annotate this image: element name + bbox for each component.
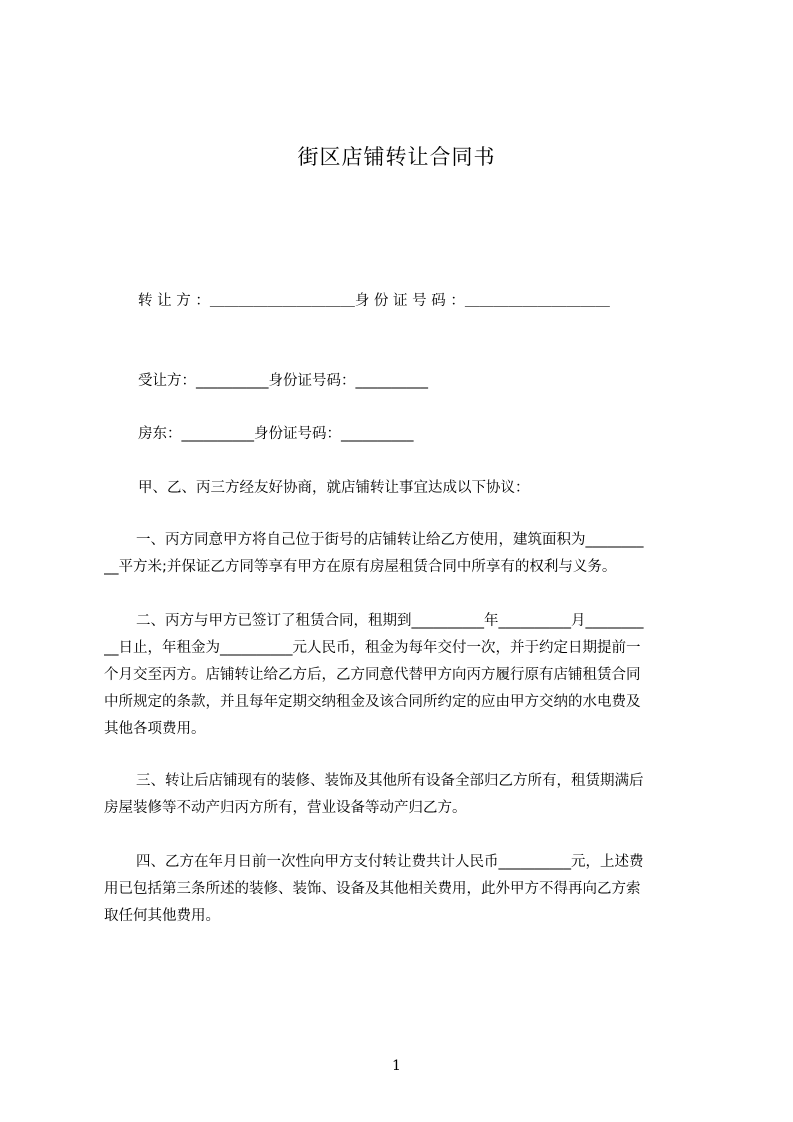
clause-3-line: 三、转让后店铺现有的装修、装饰及其他所有设备全部归乙方所有，租赁期满后 bbox=[136, 773, 644, 789]
clause-2-line: 中所规定的条款，并且每年定期交纳租金及该合同所约定的应由甲方交纳的水电费及 bbox=[104, 694, 641, 710]
clause-1-line: __平方米;并保证乙方同等享有甲方在原有房屋租赁合同中所享有的权利与义务。 bbox=[104, 559, 617, 575]
transferor-line: 转 让 方 ：＿＿＿＿＿＿＿＿＿＿身 份 证 号 码 ：＿＿＿＿＿＿＿＿＿＿ bbox=[138, 293, 610, 309]
clause-4-line: 取任何其他费用。 bbox=[104, 908, 220, 924]
intro-paragraph: 甲、乙、丙三方经友好协商，就店铺转让事宜达成以下协议： bbox=[138, 480, 530, 496]
clause-1-line: 一、丙方同意甲方将自己位于街号的店铺转让给乙方使用，建筑面积为________ bbox=[136, 532, 644, 548]
page-number: 1 bbox=[392, 1058, 401, 1074]
clause-2-line: 其他各项费用。 bbox=[104, 721, 206, 737]
transferee-line: 受让方：__________身份证号码：__________ bbox=[138, 373, 428, 389]
clause-1 bbox=[104, 527, 700, 581]
clause-4 bbox=[104, 849, 700, 930]
clause-2-line: 二、丙方与甲方已签订了租赁合同，租期到__________年__________月________ bbox=[136, 613, 644, 629]
clause-3-line: 房屋装修等不动产归丙方所有，营业设备等动产归乙方。 bbox=[104, 800, 467, 816]
document-title: 街区店铺转让合同书 bbox=[297, 145, 496, 169]
landlord-line: 房东：__________身份证号码：__________ bbox=[138, 426, 414, 442]
clause-2 bbox=[104, 608, 700, 743]
clause-4-line: 四、乙方在年月日前一次性向甲方支付转让费共计人民币__________元，上述费 bbox=[136, 854, 644, 870]
clause-2-line: 个月交至丙方。店铺转让给乙方后，乙方同意代替甲方向丙方履行原有店铺租赁合同 bbox=[104, 667, 641, 683]
clause-2-line: __日止，年租金为__________元人民币，租金为每年交付一次，并于约定日期提前一 bbox=[104, 640, 641, 656]
clause-3 bbox=[104, 768, 700, 822]
clause-4-line: 用已包括第三条所述的装修、装饰、设备及其他相关费用，此外甲方不得再向乙方索 bbox=[104, 881, 641, 897]
